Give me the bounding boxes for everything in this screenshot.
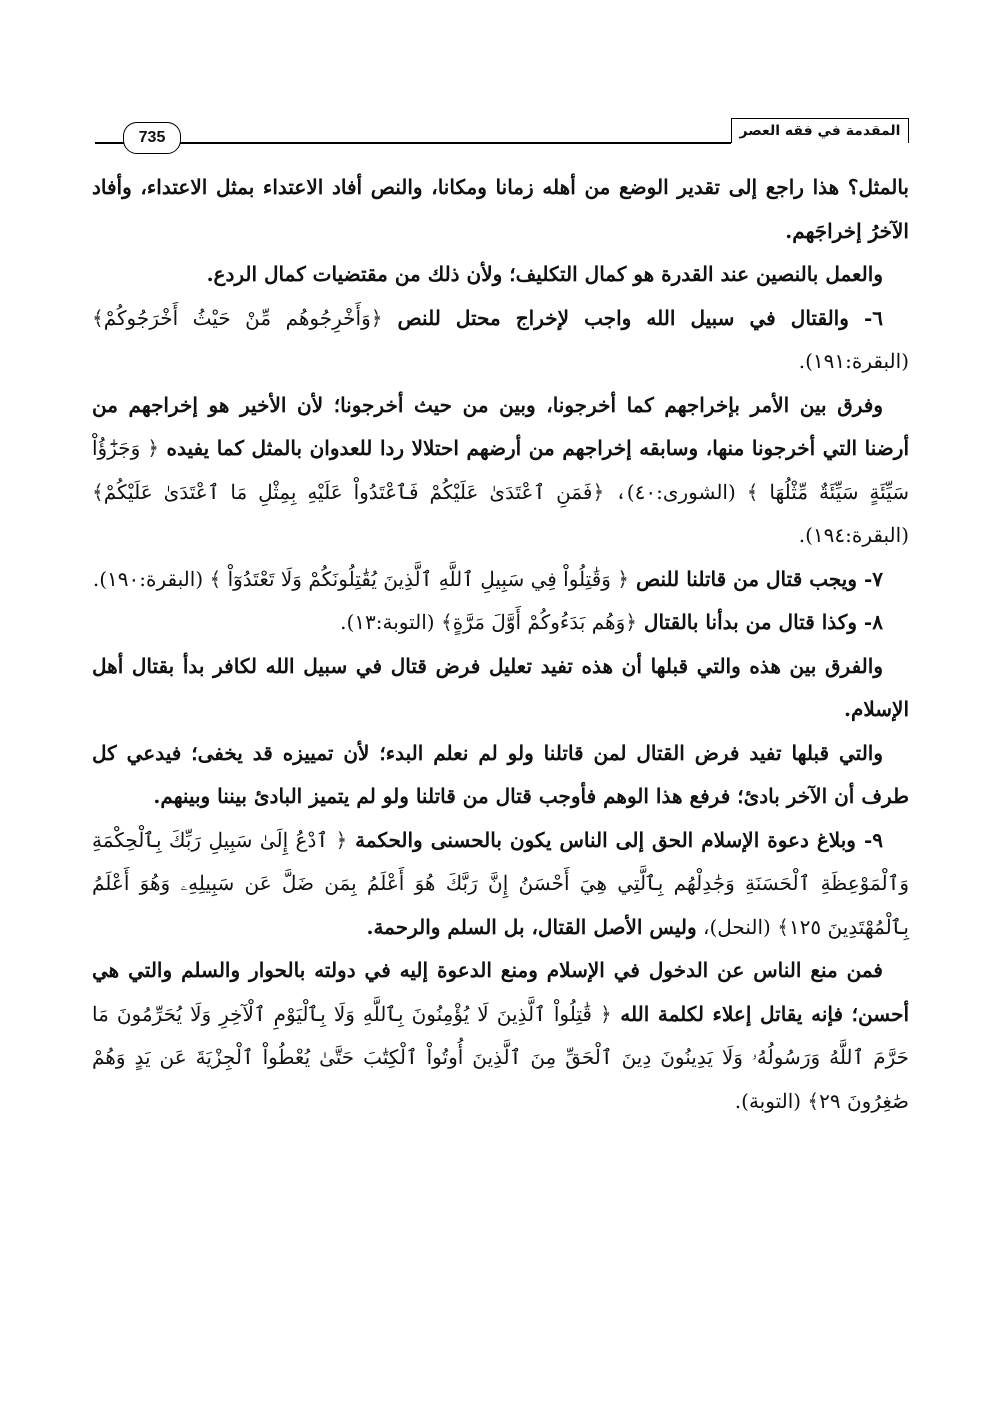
body-text: ٧- ويجب قتال من قاتلنا للنص [629,566,883,591]
paragraph [92,384,909,558]
verse-bracket: ﴿ [617,566,630,591]
page-body [92,166,909,1123]
verse-bracket: ﴾ [92,479,104,504]
citation: (النحل)، [696,914,778,939]
verse-bracket: ﴾ [807,1088,820,1113]
header-rule-left [95,142,125,144]
quran-verse: وَجَزَٰٓؤُاْ سَيِّئَةٍ سَيِّئَةٌ مِّثْلُهَا [92,436,909,504]
verse-bracket: ﴿ [592,479,605,504]
body-text: ٦- والقتال في سبيل الله واجب لإخراج محتل للنص [382,305,883,330]
quran-verse: وَقَٰتِلُواْ فِي سَبِيلِ ٱللَّهِ ٱلَّذِينَ يُقَٰتِلُونَكُمْ وَلَا تَعْتَدُوٓاْ [221,566,618,591]
paragraph [92,645,909,732]
quran-verse: وَهُم بَدَءُوكُمْ أَوَّلَ مَرَّةٍ [452,610,626,634]
body-text: وفرق بين الأمر بإخراجهم كما أخرجونا، وبين من حيث أخرجونا؛ لأن الأخير هو إخراجهم من أرضنا التي أخرجونا منها، وسابقه إخراجهم من أرضهم احتلالا ردا للعدوان بالمثل كما يفيده [92,392,909,460]
verse-bracket: ﴿ [599,1001,612,1026]
citation: (التوبة:١٣). [340,610,441,634]
verse-bracket: ﴾ [209,566,222,591]
paragraph [92,732,909,819]
quran-verse: وَأَخْرِجُوهُم مِّنْ حَيْثُ أَخْرَجُوكُمْ [103,305,371,330]
body-text: والفرق بين هذه والتي قبلها أن هذه تفيد تعليل فرض قتال في سبيل الله لكافر بدأ بقتال أهل الإسلام. [92,653,909,721]
paragraph [92,253,909,297]
quran-verse: قَٰتِلُواْ ٱلَّذِينَ لَا يُؤْمِنُونَ بِٱللَّهِ وَلَا بِٱلْيَوْمِ ٱلْآخِرِ وَلَا يُحَرِّمُونَ مَا حَرَّمَ ٱللَّهُ وَرَسُولُهُۥ وَلَا يَدِينُونَ دِينَ ٱلْحَقِّ مِنَ ٱلَّذِينَ أُوتُواْ ٱلْكِتَٰبَ حَتَّىٰ يُعْطُواْ ٱلْجِزْيَةَ عَن يَدٍ وَهُمْ صَٰغِرُونَ ٢٩ [92,1001,909,1113]
verse-bracket: ﴿ [625,610,637,634]
verse-bracket: ﴾ [746,479,759,504]
quran-verse: ٱدْعُ إِلَىٰ سَبِيلِ رَبِّكَ بِٱلْحِكْمَةِ وَٱلْمَوْعِظَةِ ٱلْحَسَنَةِ وَجَٰدِلْهُم بِٱلَّتِي هِيَ أَحْسَنُ إِنَّ رَبَّكَ هُوَ أَعْلَمُ بِمَن ضَلَّ عَن سَبِيلِهِۦ وَهُوَ أَعْلَمُ بِٱلْمُهْتَدِينَ ١٢٥ [92,827,909,939]
verse-bracket: ﴾ [440,610,453,634]
body-text: ٩- وبلاغ دعوة الإسلام الحق إلى الناس يكون بالحسنى والحكمة [347,827,883,852]
citation: (البقرة:١٩٠). [92,566,210,591]
body-text: ٨- وكذا قتال من بدأنا بالقتال [636,610,883,634]
verse-bracket: ﴾ [777,914,789,939]
body-text: والتي قبلها تفيد فرض القتال لمن قاتلنا ولو لم نعلم البدء؛ لأن تمييزه قد يخفى؛ فيدعي كل طرف أن الآخر بادئ؛ فرفع هذا الوهم فأوجب قتال من قاتلنا ولو لم يتميز البادئ بيننا وبينهم. [92,740,909,808]
body-text: فمن منع الناس عن الدخول في الإسلام ومنع الدعوة إليه في دولته بالحوار والسلم والتي هي أحسن؛ فإنه يقاتل إعلاء لكلمة الله [92,958,910,1026]
paragraph [92,558,909,602]
body-text: والعمل بالنصين عند القدرة هو كمال التكليف؛ ولأن ذلك من مقتضيات كمال الردع. [206,262,883,286]
paragraph [92,297,909,384]
paragraph [92,949,909,1123]
verse-bracket: ﴿ [370,305,383,330]
paragraph [92,819,909,950]
book-title: المقدمة في فقه العصر [731,118,909,143]
citation: (التوبة). [734,1088,808,1113]
page-number: 735 [123,122,181,154]
citation: (البقرة:١٩٤). [798,523,909,547]
body-text: بالمثل؟ هذا راجع إلى تقدير الوضع من أهله زمانا ومكانا، والنص أفاد الاعتداء بمثل الاعتداء، وأفاد الآخرُ إخراجَهم. [92,175,909,243]
header-rule [178,142,731,144]
verse-bracket: ﴾ [92,305,104,330]
paragraph [92,601,909,645]
verse-bracket: ﴿ [335,827,348,852]
citation: (الشورى:٤٠)، [604,479,747,504]
body-text: وليس الأصل القتال، بل السلم والرحمة. [366,914,697,939]
paragraph [92,166,909,253]
verse-bracket: ﴿ [147,436,159,460]
citation: (البقرة:١٩١). [798,349,909,373]
quran-verse: فَمَنِ ٱعْتَدَىٰ عَلَيْكُمْ فَٱعْتَدُواْ عَلَيْهِ بِمِثْلِ مَا ٱعْتَدَىٰ عَلَيْكُمْ [103,479,593,504]
